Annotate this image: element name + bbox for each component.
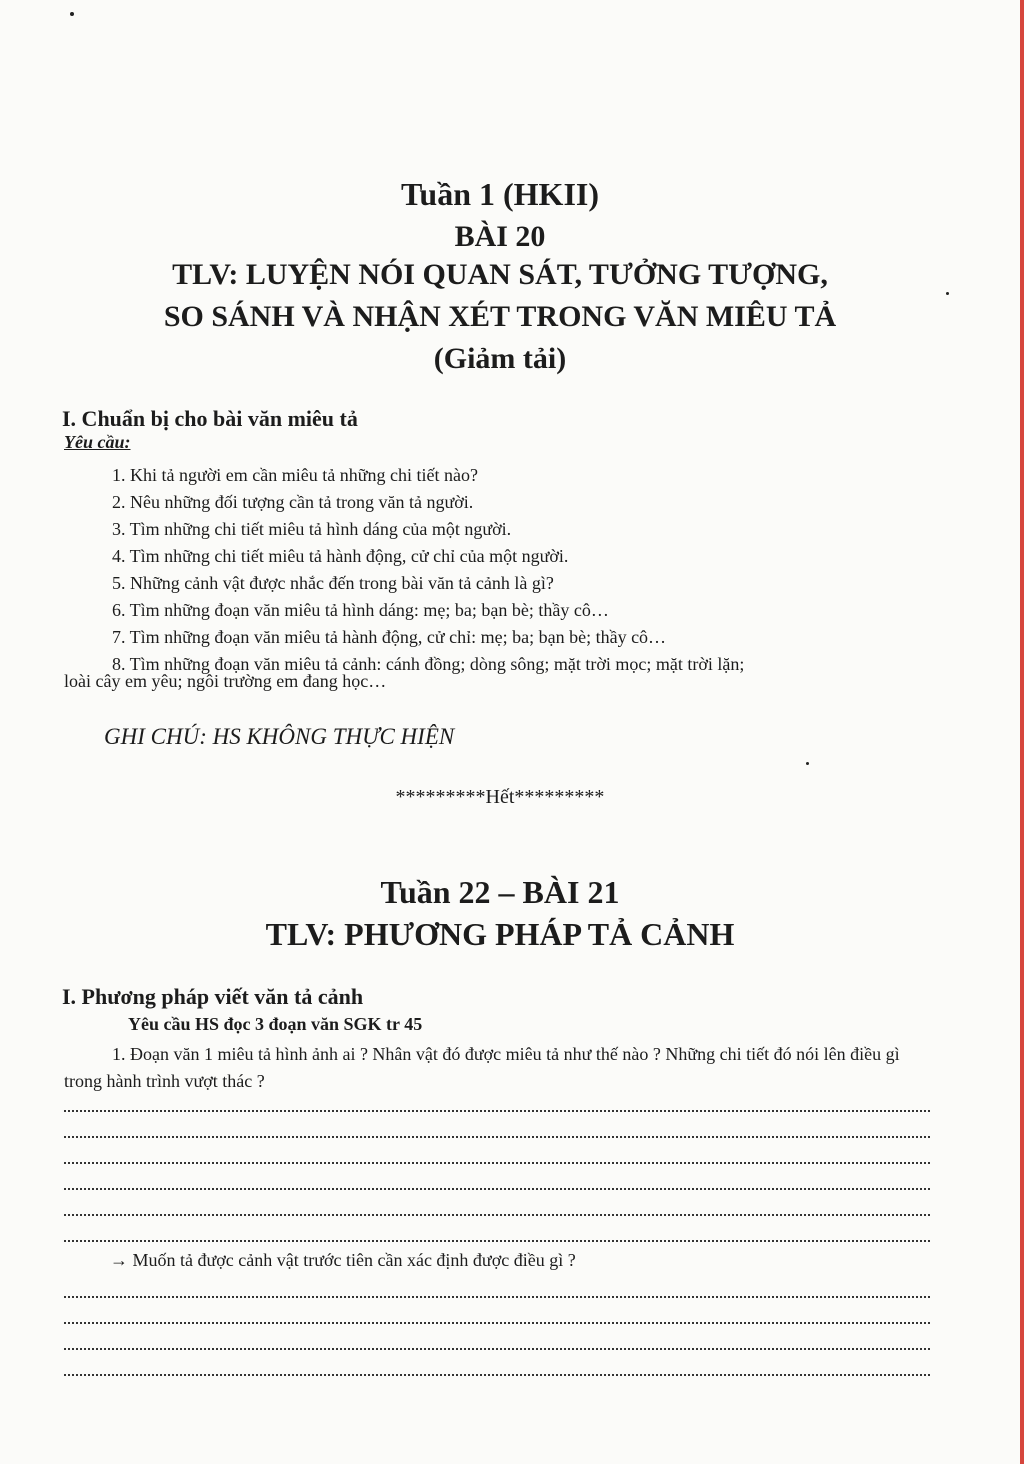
answer-line[interactable] (64, 1110, 930, 1112)
list-item: 7. Tìm những đoạn văn miêu tả hành động, cử chỉ: mẹ; ba; bạn bè; thầy cô… (112, 627, 667, 647)
lesson2-title: TLV: PHƯƠNG PHÁP TẢ CẢNH (265, 916, 735, 952)
answer-line[interactable] (64, 1136, 930, 1138)
answer-line[interactable] (64, 1296, 930, 1298)
list-item: 1. Khi tả người em cần miêu tả những chi tiết nào? (112, 465, 478, 485)
scan-speck (806, 762, 809, 765)
lesson2-week-title: Tuần 22 – BÀI 21 (380, 874, 620, 910)
scan-speck (946, 292, 949, 295)
section-heading: I. Chuẩn bị cho bài văn miêu tả (62, 406, 358, 431)
list-item: 6. Tìm những đoạn văn miêu tả hình dáng: mẹ; ba; bạn bè; thầy cô… (112, 600, 609, 620)
reading-instruction: Yêu cầu HS đọc 3 đoạn văn SGK tr 45 (128, 1014, 423, 1034)
note-text: GHI CHÚ: HS KHÔNG THỰC HIỆN (104, 724, 455, 749)
question-2: → Muốn tả được cảnh vật trước tiên cần xác định được điều gì ? (110, 1250, 576, 1270)
answer-line[interactable] (64, 1348, 930, 1350)
page-edge-strip (1020, 0, 1024, 1464)
lesson2-section-heading: I. Phương pháp viết văn tả cảnh (62, 984, 364, 1009)
question-list (112, 462, 942, 678)
lesson-title-line2: SO SÁNH VÀ NHẬN XÉT TRONG VĂN MIÊU TẢ (163, 300, 837, 333)
answer-line[interactable] (64, 1214, 930, 1216)
list-item: 3. Tìm những chi tiết miêu tả hình dáng của một người. (112, 519, 512, 539)
list-item: 4. Tìm những chi tiết miêu tả hành động, cử chỉ của một người. (112, 546, 569, 566)
reduced-load-label: (Giảm tải) (433, 342, 567, 375)
lesson-title-line1: TLV: LUYỆN NÓI QUAN SÁT, TƯỞNG TƯỢNG, (172, 258, 828, 291)
requirement-label: Yêu cầu: (64, 432, 131, 452)
list-item: 5. Những cảnh vật được nhắc đến trong bài văn tả cảnh là gì? (112, 573, 554, 593)
answer-line[interactable] (64, 1188, 930, 1190)
week-title: Tuần 1 (HKII) (401, 176, 599, 212)
answer-line[interactable] (64, 1162, 930, 1164)
end-marker: *********Hết********* (395, 786, 605, 808)
question-1: 1. Đoạn văn 1 miêu tả hình ảnh ai ? Nhân vật đó được miêu tả như thế nào ? Những chi tiết đó nói lên điều gì trong hành trình vượt thác ? (64, 1044, 900, 1091)
list-item: 8. Tìm những đoạn văn miêu tả cảnh: cánh đồng; dòng sông; mặt trời mọc; mặt trời lặn; (112, 654, 745, 674)
answer-line[interactable] (64, 1240, 930, 1242)
list-item-continuation: loài cây em yêu; ngôi trường em đang học… (64, 671, 387, 691)
list-item: 2. Nêu những đối tượng cần tả trong văn tả người. (112, 492, 474, 512)
answer-line[interactable] (64, 1322, 930, 1324)
lesson-number: BÀI 20 (454, 220, 546, 253)
scan-speck (70, 12, 74, 16)
answer-line[interactable] (64, 1374, 930, 1376)
